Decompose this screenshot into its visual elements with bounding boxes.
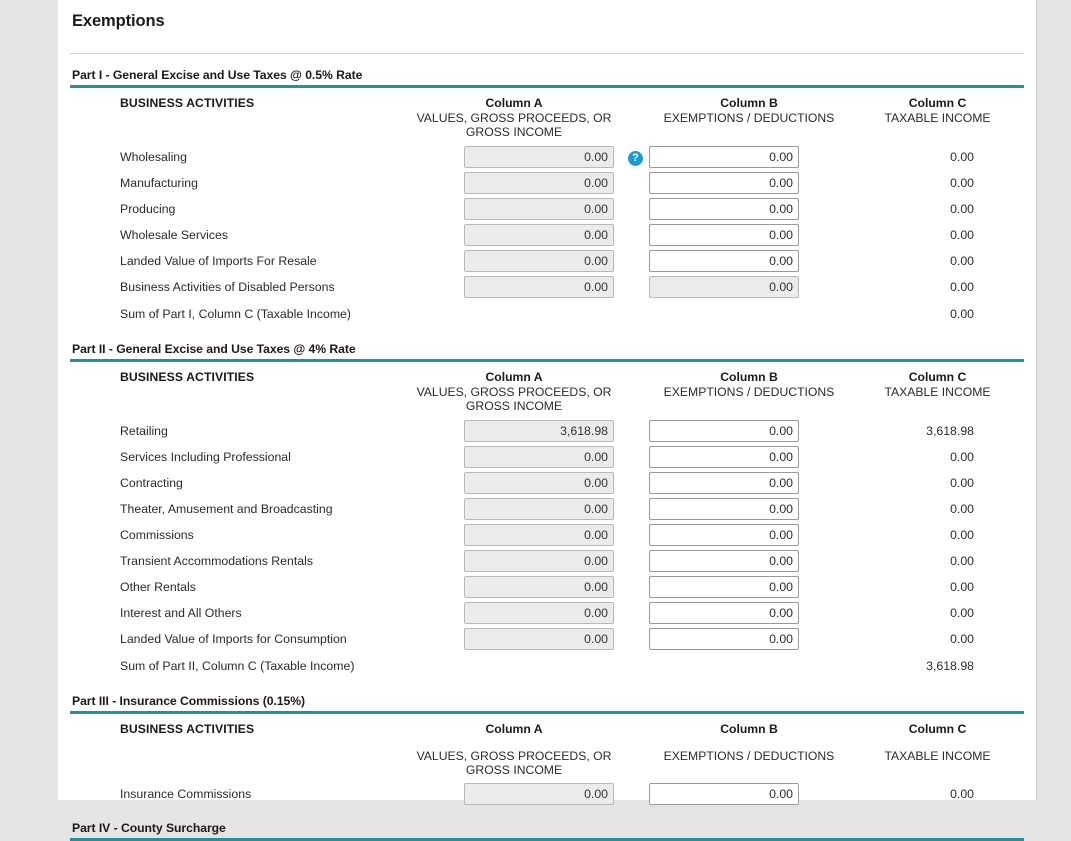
column-b-input[interactable]	[649, 602, 799, 624]
help-cell	[620, 600, 648, 626]
header-column-b: Column B EXEMPTIONS / DEDUCTIONS	[648, 362, 850, 418]
column-a-input	[464, 172, 614, 194]
sum-row-label: Sum of Part I, Column C (Taxable Income)	[120, 306, 351, 321]
table-row	[70, 222, 1025, 248]
column-c-value: 0.00	[950, 279, 974, 294]
part-heading: Part IV - County Surcharge	[72, 821, 226, 836]
row-label: Interest and All Others	[120, 605, 242, 620]
column-a-cell	[408, 470, 620, 496]
table-row	[70, 548, 1025, 574]
row-label: Services Including Professional	[120, 449, 291, 464]
row-label: Other Rentals	[120, 579, 196, 594]
row-label: Wholesaling	[120, 149, 187, 164]
row-label: Theater, Amusement and Broadcasting	[120, 501, 333, 516]
column-a-input	[464, 602, 614, 624]
form-part-2	[70, 328, 1024, 680]
column-b-cell	[648, 144, 850, 170]
column-b-input[interactable]	[649, 224, 799, 246]
row-label: Manufacturing	[120, 175, 198, 190]
column-b-input[interactable]	[649, 524, 799, 546]
column-a-input	[464, 550, 614, 572]
column-a-cell	[408, 144, 620, 170]
column-a-input	[464, 224, 614, 246]
column-b-input[interactable]	[649, 198, 799, 220]
column-a-input	[464, 250, 614, 272]
column-c-value: 0.00	[950, 579, 974, 594]
help-cell	[620, 196, 648, 222]
help-cell	[620, 781, 648, 807]
help-cell	[620, 144, 648, 170]
header-column-c: Column C TAXABLE INCOME	[850, 362, 1025, 418]
help-cell	[620, 444, 648, 470]
column-a-cell	[408, 444, 620, 470]
part-heading: Part I - General Excise and Use Taxes @ 0.5% Rate	[72, 68, 363, 82]
sum-spacer-b	[648, 652, 850, 680]
header-column-c-sub: TAXABLE INCOME	[884, 111, 991, 125]
column-c-value: 0.00	[950, 787, 974, 802]
column-b-cell	[648, 222, 850, 248]
help-cell	[620, 170, 648, 196]
sum-column-c-value: 0.00	[950, 306, 974, 321]
column-b-input[interactable]	[649, 783, 799, 805]
sum-row-label: Sum of Part II, Column C (Taxable Income)	[120, 658, 355, 673]
content-panel	[58, 0, 1037, 836]
column-b-cell	[648, 444, 850, 470]
header-column-a-sub: VALUES, GROSS PROCEEDS, OR GROSS INCOME	[416, 111, 612, 140]
header-business-activities: BUSINESS ACTIVITIES	[120, 369, 255, 384]
column-c-value: 0.00	[950, 175, 974, 190]
table-row	[70, 522, 1025, 548]
table-row	[70, 418, 1025, 444]
column-c-value: 0.00	[950, 449, 974, 464]
header-column-b-sub: EXEMPTIONS / DEDUCTIONS	[663, 748, 835, 763]
column-c-value: 0.00	[950, 527, 974, 542]
header-column-a: Column A VALUES, GROSS PROCEEDS, OR GROSS INCOME	[408, 362, 620, 418]
column-b-cell	[648, 781, 850, 807]
header-column-b: Column B EXEMPTIONS / DEDUCTIONS	[648, 88, 850, 144]
column-b-input	[649, 276, 799, 298]
sum-spacer-b	[648, 300, 850, 328]
header-column-c-sub: TAXABLE INCOME	[884, 748, 991, 763]
column-c-value: 0.00	[950, 149, 974, 164]
column-b-cell	[648, 522, 850, 548]
table-row	[70, 496, 1025, 522]
header-spacer	[620, 714, 648, 782]
form-part-4	[70, 807, 1024, 841]
header-column-b-sub: EXEMPTIONS / DEDUCTIONS	[663, 384, 835, 399]
column-b-input[interactable]	[649, 628, 799, 650]
row-label: Retailing	[120, 423, 168, 438]
column-b-cell	[648, 574, 850, 600]
column-c-value: 3,618.98	[926, 423, 974, 438]
column-b-cell	[648, 548, 850, 574]
column-a-input	[464, 198, 614, 220]
help-icon[interactable]: ?	[628, 151, 643, 166]
row-label: Transient Accommodations Rentals	[120, 553, 313, 568]
column-a-input	[464, 446, 614, 468]
header-column-c-sub: TAXABLE INCOME	[884, 384, 991, 399]
column-c-value: 0.00	[950, 605, 974, 620]
form-part-1	[70, 54, 1024, 328]
column-a-cell	[408, 196, 620, 222]
column-c-value: 0.00	[950, 253, 974, 268]
header-column-c: Column C TAXABLE INCOME	[850, 88, 1025, 144]
part-heading: Part II - General Excise and Use Taxes @ 4% Rate	[72, 341, 356, 356]
column-a-input	[464, 628, 614, 650]
column-c-value: 0.00	[950, 501, 974, 516]
part-heading: Part III - Insurance Commissions (0.15%)	[72, 693, 306, 708]
table-row	[70, 144, 1025, 170]
column-a-cell	[408, 496, 620, 522]
column-a-cell	[408, 222, 620, 248]
row-label: Business Activities of Disabled Persons	[120, 279, 335, 294]
column-b-cell	[648, 626, 850, 652]
column-a-input	[464, 146, 614, 168]
column-a-cell	[408, 626, 620, 652]
help-cell	[620, 522, 648, 548]
header-column-b: Column B EXEMPTIONS / DEDUCTIONS	[648, 714, 850, 782]
column-b-cell	[648, 600, 850, 626]
sum-spacer-a	[408, 652, 620, 680]
help-cell	[620, 418, 648, 444]
exemptions-form	[70, 54, 1024, 841]
help-cell	[620, 274, 648, 300]
row-label: Wholesale Services	[120, 227, 228, 242]
column-a-cell	[408, 274, 620, 300]
column-a-input	[464, 472, 614, 494]
table-row	[70, 444, 1025, 470]
column-a-cell	[408, 574, 620, 600]
header-spacer	[620, 362, 648, 418]
column-a-cell	[408, 248, 620, 274]
row-label: Landed Value of Imports for Consumption	[120, 631, 347, 646]
table-row	[70, 781, 1025, 807]
column-b-cell	[648, 170, 850, 196]
column-c-value: 0.00	[950, 227, 974, 242]
column-b-input[interactable]	[649, 172, 799, 194]
form-part-3	[70, 680, 1024, 808]
column-b-input[interactable]	[649, 472, 799, 494]
page-title: Exemptions	[72, 12, 165, 30]
column-b-cell	[648, 274, 850, 300]
row-label: Producing	[120, 201, 176, 216]
row-label: Contracting	[120, 475, 183, 490]
header-spacer	[620, 88, 648, 144]
header-column-a-sub: VALUES, GROSS PROCEEDS, OR GROSS INCOME	[416, 384, 612, 414]
column-c-value: 0.00	[950, 201, 974, 216]
column-a-cell	[408, 600, 620, 626]
column-c-value: 0.00	[950, 631, 974, 646]
table-row	[70, 574, 1025, 600]
help-cell	[620, 470, 648, 496]
column-b-cell	[648, 196, 850, 222]
column-b-input[interactable]	[649, 498, 799, 520]
header-business-activities: BUSINESS ACTIVITIES	[120, 721, 255, 736]
sum-spacer-help	[620, 300, 648, 328]
table-row	[70, 470, 1025, 496]
column-b-cell	[648, 470, 850, 496]
header-column-a: Column A VALUES, GROSS PROCEEDS, OR GROSS INCOME	[408, 88, 620, 144]
row-label: Insurance Commissions	[120, 787, 252, 802]
header-column-a-sub: VALUES, GROSS PROCEEDS, OR GROSS INCOME	[416, 748, 612, 778]
column-b-cell	[648, 496, 850, 522]
column-a-input	[464, 783, 614, 805]
help-cell	[620, 574, 648, 600]
table-row	[70, 274, 1025, 300]
column-a-cell	[408, 781, 620, 807]
exemptions-table	[70, 362, 1025, 680]
column-b-input[interactable]	[649, 146, 799, 168]
column-b-input[interactable]	[649, 576, 799, 598]
header-column-c: Column C TAXABLE INCOME	[850, 714, 1025, 782]
help-cell	[620, 626, 648, 652]
sum-column-c-value: 3,618.98	[926, 658, 974, 673]
column-c-value: 0.00	[950, 553, 974, 568]
help-cell	[620, 222, 648, 248]
column-a-input	[464, 498, 614, 520]
column-b-cell	[648, 248, 850, 274]
sum-row	[70, 652, 1025, 680]
header-column-a: Column A VALUES, GROSS PROCEEDS, OR GROSS INCOME	[408, 714, 620, 782]
sum-spacer-help	[620, 652, 648, 680]
sum-row	[70, 300, 1025, 328]
sum-spacer-a	[408, 300, 620, 328]
column-a-input	[464, 524, 614, 546]
row-label: Landed Value of Imports For Resale	[120, 253, 317, 268]
column-a-cell	[408, 170, 620, 196]
header-business-activities: BUSINESS ACTIVITIES	[120, 96, 255, 110]
table-row	[70, 248, 1025, 274]
table-row	[70, 600, 1025, 626]
help-cell	[620, 548, 648, 574]
column-a-input	[464, 276, 614, 298]
column-b-input[interactable]	[649, 420, 799, 442]
exemptions-table	[70, 88, 1025, 328]
column-b-input[interactable]	[649, 250, 799, 272]
column-a-input	[464, 420, 614, 442]
header-column-b-sub: EXEMPTIONS / DEDUCTIONS	[663, 111, 835, 125]
column-c-value: 0.00	[950, 475, 974, 490]
help-cell	[620, 496, 648, 522]
row-label: Commissions	[120, 527, 194, 542]
column-b-input[interactable]	[649, 550, 799, 572]
column-b-cell	[648, 418, 850, 444]
column-a-cell	[408, 548, 620, 574]
column-a-cell	[408, 522, 620, 548]
column-a-input	[464, 576, 614, 598]
table-row	[70, 170, 1025, 196]
help-cell	[620, 248, 648, 274]
exemptions-table	[70, 714, 1025, 808]
column-b-input[interactable]	[649, 446, 799, 468]
table-row	[70, 626, 1025, 652]
column-a-cell	[408, 418, 620, 444]
table-row	[70, 196, 1025, 222]
